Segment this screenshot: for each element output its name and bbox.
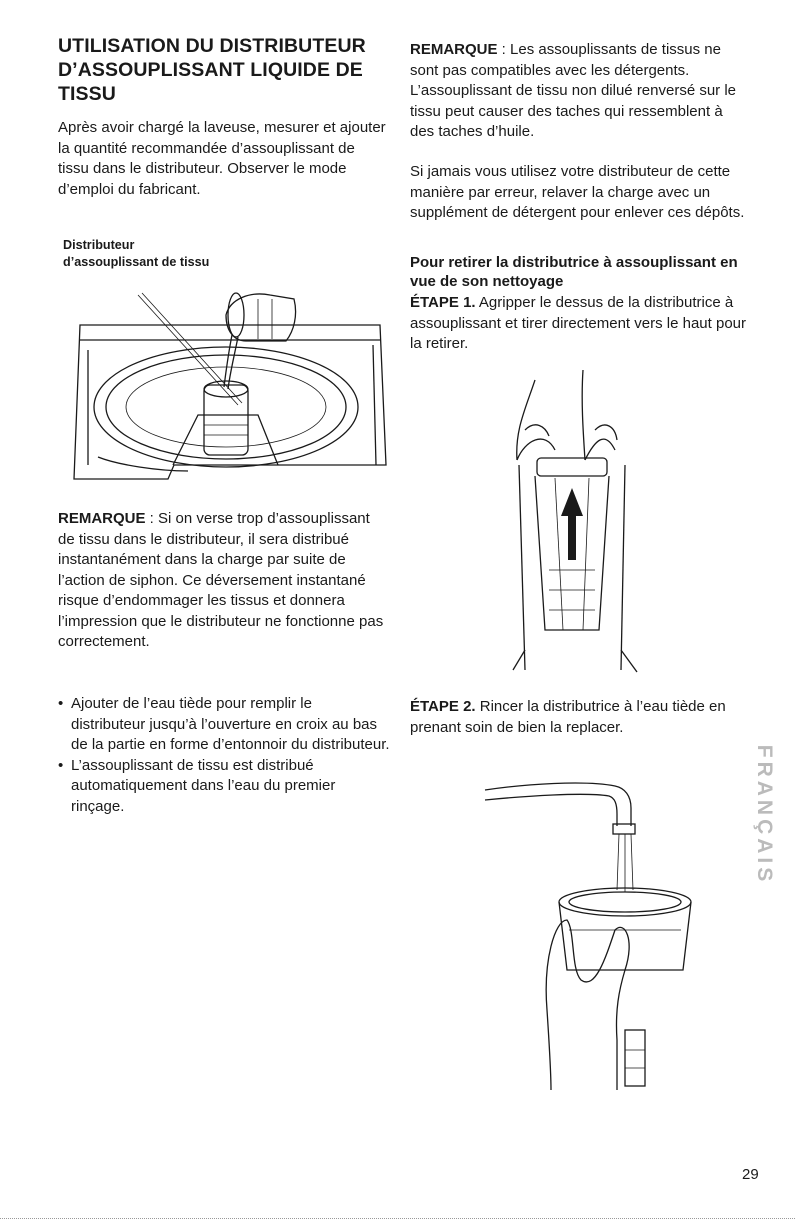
figure-label: Distributeur d’assouplissant de tissu [63,238,210,269]
step-2-label: ÉTAPE 2. [410,698,476,715]
list-item: • L’assouplissant de tissu est distribué automatiquement dans l’eau du premier rinçage. [58,756,336,815]
removal-subheading: Pour retirer la distributrice à assouplissant en vue de son nettoyage [410,254,738,290]
page-number: 29 [742,1166,759,1183]
note-paragraph [58,509,388,653]
list-item: • Ajouter de l’eau tiède pour remplir le distributeur jusqu’à l’ouverture en croix au bas de la partie en forme d’entonnoir du distributeur. [58,695,390,753]
remove-dispenser-illustration [505,370,645,680]
compatibility-note [410,40,750,143]
bottom-rule [0,1218,795,1219]
note-label: REMARQUE [58,510,146,527]
intro-paragraph: Après avoir chargé la laveuse, mesurer et ajouter la quantité recommandée d’assouplissant de tissu dans le distributeur. Observer le mode d’emploi du fabricant. [58,119,386,198]
relaunder-paragraph: Si jamais vous utilisez votre distributeur de cette manière par erreur, relaver la charge avec un supplément de détergent pour enlever ces dépôts. [410,163,745,221]
instruction-list [58,694,390,817]
step-2-text: Rincer la distributrice à l’eau tiède en prenant soin de bien la replacer. [410,698,726,736]
washer-dispenser-illustration [58,285,388,495]
language-side-tab [750,725,778,905]
section-title: UTILISATION DU DISTRIBUTEUR D’ASSOUPLISSANT LIQUIDE DE TISSU [58,35,366,105]
note-text: : Si on verse trop d’assouplissant de tissu dans le distributeur, il sera distribué instantanément dans la charge par suite de l’action de siphon. Ce déversement instantané risque d’endommager les tissus et donnera l’impression que le distributeur ne fonctionne pas correctement. [58,510,384,650]
rinse-dispenser-illustration [485,780,665,1090]
bullet-icon: • [58,695,64,712]
note-text: : Les assouplissants de tissus ne sont pas compatibles avec les détergents. L’assouplissant de tissu non dilué renversé sur le tissu peut causer des taches qui ressemblent à des taches d’huile. [410,41,737,140]
step-1 [410,293,750,355]
bullet-icon: • [58,756,64,774]
step-1-text: Agripper le dessus de la distributrice à assouplissant et tirer directement vers le haut pour la retirer. [410,294,746,352]
step-1-label: ÉTAPE 1. [410,294,476,311]
note-label: REMARQUE [410,41,498,58]
side-tab-text: FRANÇAIS [753,744,776,886]
step-2 [410,697,750,738]
